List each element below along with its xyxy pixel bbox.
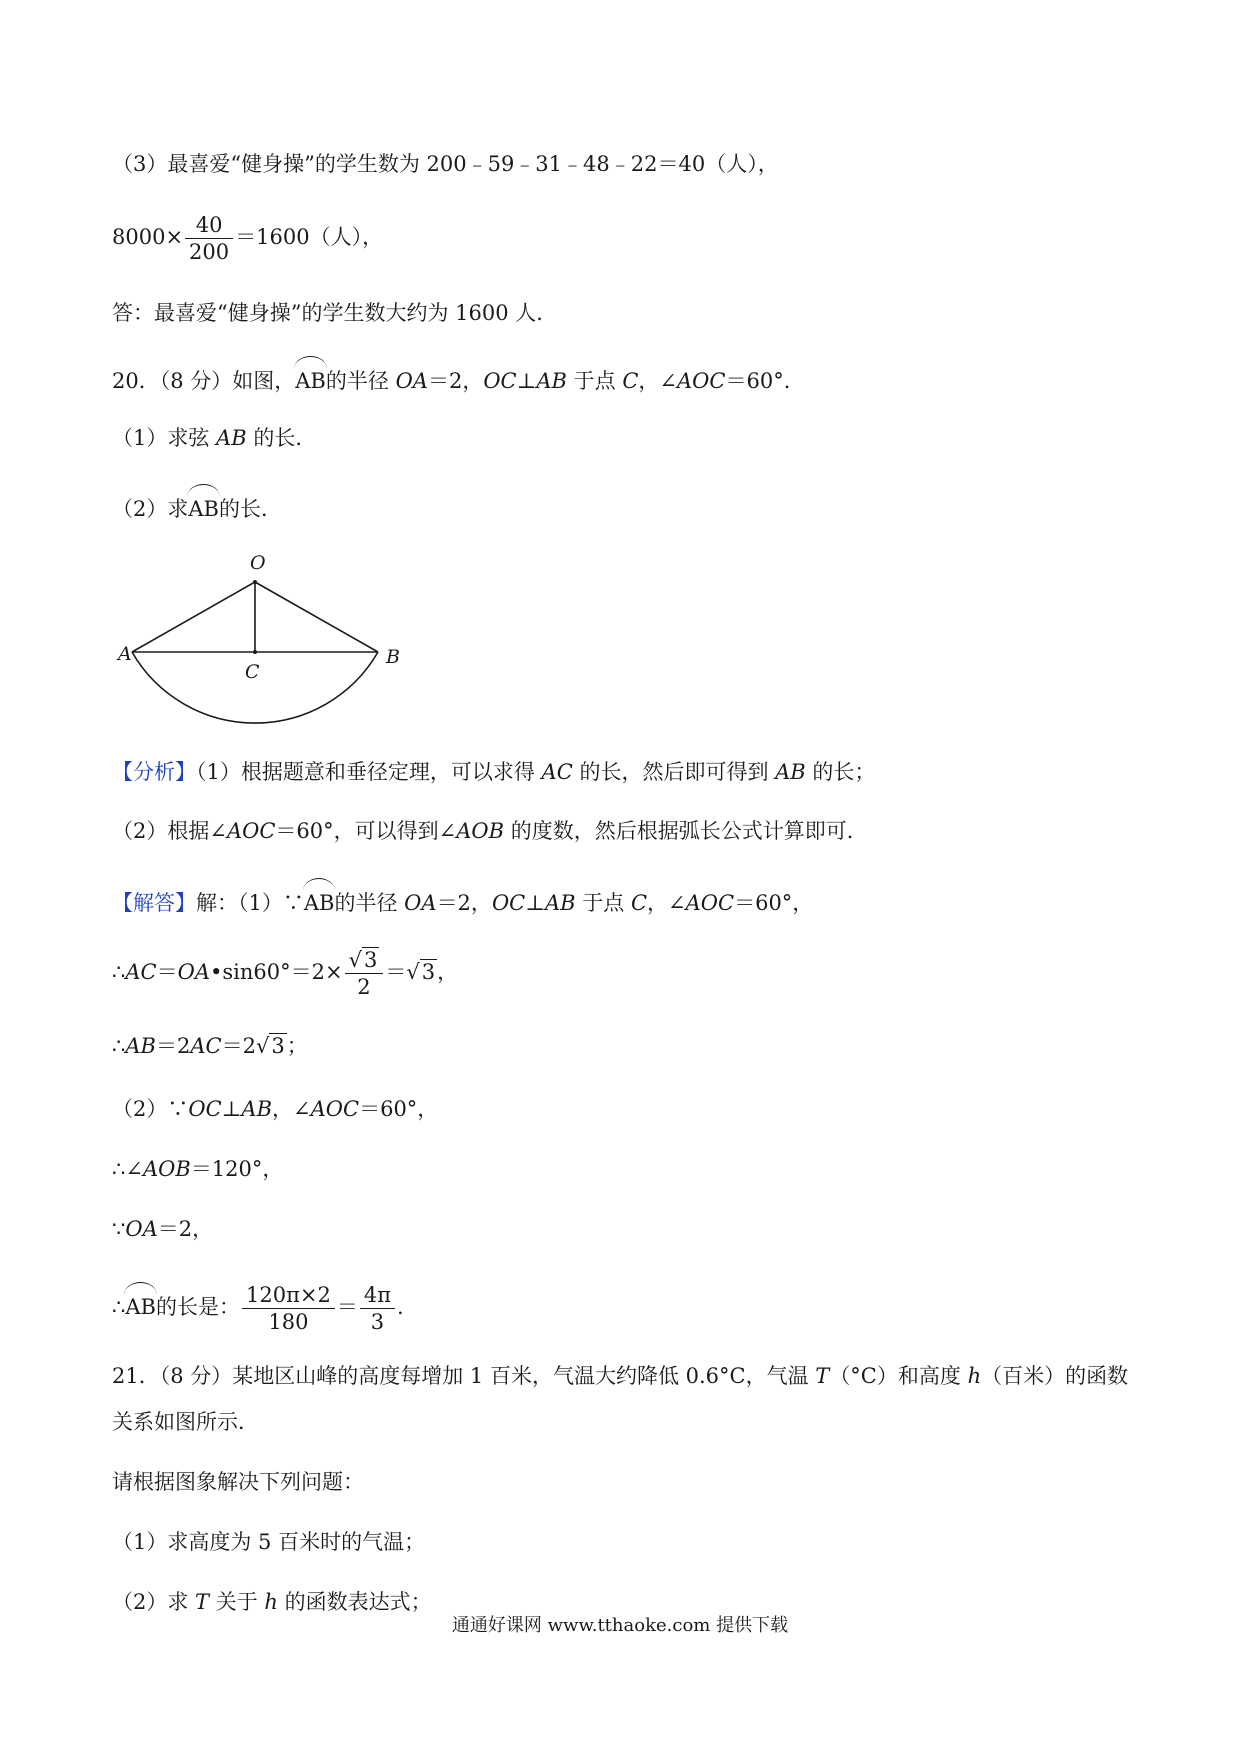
part3-line: （3）最喜爱“健身操”的学生数为 200﹣59﹣31﹣48﹣22＝40（人）， <box>112 152 779 176</box>
solution-line2: ∴AC＝OA•sin60°＝2× $\frac{√3}{2}$ ＝√3， <box>112 948 459 999</box>
q21-line3: 请根据图象解决下列问题： <box>112 1470 364 1494</box>
page-footer: 通通好课网 www.tthaoke.com 提供下载 <box>451 1615 789 1636</box>
fraction-40-200: $\frac{40}{200}$ <box>185 212 233 265</box>
analysis-tag: 【分析】 <box>112 760 196 784</box>
label-b: B <box>386 646 400 668</box>
q20-stem: 20．（8 分）如图，AB的半径 OA＝2，OC⊥AB 于点 C，∠AOC＝60°． <box>112 362 805 396</box>
part3-answer: 答：最喜爱“健身操”的学生数大约为 1600 人． <box>112 301 558 325</box>
q21-part1: （1）求高度为 5 百米时的气温； <box>112 1530 426 1554</box>
solution-tag: 【解答】 <box>112 891 196 915</box>
label-c: C <box>245 661 260 683</box>
point-c <box>253 650 257 654</box>
q20-part2: （2）求AB的长． <box>112 490 282 524</box>
fraction-arc-length: $\frac{120\pi\times 2}{180}$ <box>242 1282 335 1335</box>
point-o <box>253 580 257 584</box>
analysis-line2: （2）根据∠AOC＝60°，可以得到∠AOB 的度数，然后根据弧长公式计算即可． <box>112 819 868 843</box>
arc-ab: AB <box>188 490 219 524</box>
arc-ab: AB <box>295 362 326 396</box>
geometry-figure <box>110 545 410 730</box>
solution-line7: ∴AB的长是： $\frac{120\pi\times 2}{180}$ ＝ $\frac{4\pi}{3}$ . <box>112 1283 404 1334</box>
solution-line1: 【解答】解：（1）∵AB的半径 OA＝2，OC⊥AB 于点 C，∠AOC＝60°， <box>112 884 813 918</box>
arc-ab: AB <box>125 1288 156 1322</box>
q21-line2: 关系如图所示． <box>112 1410 259 1434</box>
part3-calc: 8000× $\frac{40}{200}$ ＝1600（人）， <box>112 213 384 264</box>
arc-ab: AB <box>304 884 335 918</box>
fraction-sqrt3-over-2: $\frac{√3}{2}$ <box>345 947 384 1000</box>
solution-line5: ∴∠AOB＝120°， <box>112 1157 284 1181</box>
q20-part1: （1）求弦 AB 的长． <box>112 426 317 450</box>
q21-line1: 21．（8 分）某地区山峰的高度每增加 1 百米，气温大约降低 0.6°C，气温 T（°C）和高度 h（百米）的函数 <box>112 1364 1129 1388</box>
segment-oa <box>132 582 255 652</box>
label-o: O <box>250 552 266 574</box>
solution-line4: （2）∵OC⊥AB，∠AOC＝60°， <box>112 1097 439 1121</box>
solution-line3: ∴AB＝2AC＝2√3； <box>112 1034 308 1058</box>
solution-line6: ∵OA＝2， <box>112 1217 214 1241</box>
segment-ob <box>255 582 378 652</box>
label-a: A <box>118 643 132 665</box>
fraction-4pi-over-3: $\frac{4\pi}{3}$ <box>360 1282 395 1335</box>
analysis-line1: 【分析】（1）根据题意和垂径定理，可以求得 AC 的长，然后即可得到 AB 的长； <box>112 760 876 784</box>
q21-part2: （2）求 T 关于 h 的函数表达式； <box>112 1590 432 1614</box>
